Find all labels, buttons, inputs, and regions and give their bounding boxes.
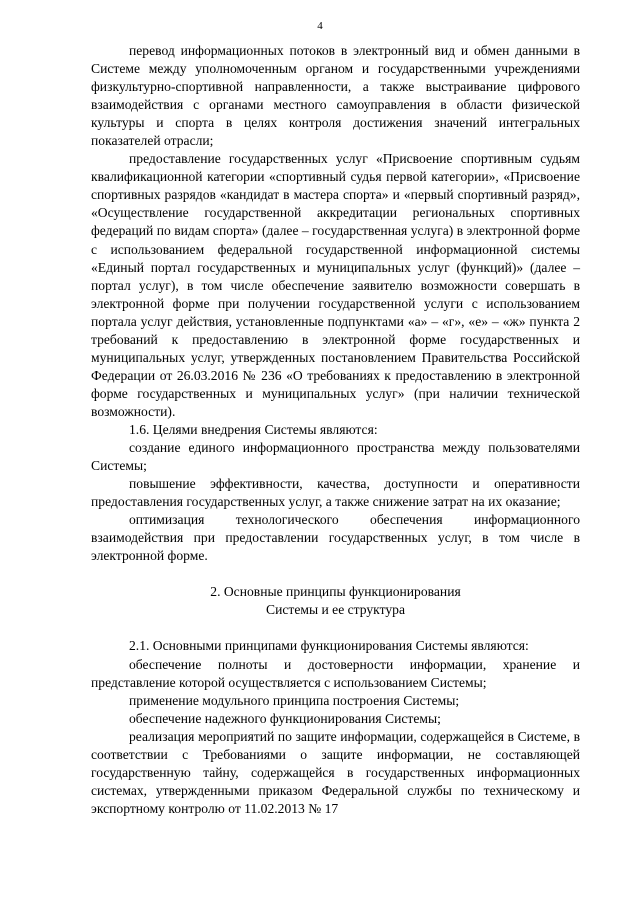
paragraph: предоставление государственных услуг «Присвоение спортивным судьям квалификационной категории «спортивный судья первой категории», «Присвоение спортивных разрядов «кандидат в мастера спорта» и «первый спортивный разряд», «Осуществление государственной аккредитации региональных спортивных федераций по видам спорта» (далее – государственная услуга) в электронной форме с использованием федеральной государственной информационной системы «Единый портал государственных и муниципальных услуг (функций)» (далее – портал услуг), в том числе обеспечение заявителю возможности совершать в электронной форме при получении государственной услуги с использованием портала услуг действия, установленные подпунктами «а» – «г», «е» – «ж» пункта 2 требований к предоставлению в электронной форме государственных и муниципальных услуг, утвержденных постановлением Правительства Российской Федерации от 26.03.2016 № 236 «О требованиях к предоставлению в электронной форме государственных и муниципальных услуг» (при наличии технической возможности). [91,151,580,419]
paragraph: повышение эффективности, качества, доступности и оперативности предоставления государственных услуг, а также снижение затрат на их оказание; [91,476,580,510]
paragraph: обеспечение полноты и достоверности информации, хранение и представление которой осуществляется с использованием Системы; [91,656,580,690]
section-heading-line-1: 2. Основные принципы функционирования [210,584,461,600]
paragraph: обеспечение надежного функционирования Системы; [129,710,441,726]
paragraph: перевод информационных потоков в электронный вид и обмен данными в Системе между уполномоченным органом и государственными учреждениями физкультурно-спортивной направленности, а также выстраивание цифрового взаимодействия с органами местного самоуправления в области физической культуры и спорта в целях контроля достижения значений интегральных показателей отрасли; [91,43,580,149]
page-number: 4 [317,20,323,32]
paragraph: 1.6. Целями внедрения Системы являются: [129,421,378,437]
paragraph: оптимизация технологического обеспечения информационного взаимодействия при предоставлении государственных услуг, в том числе в электронной форме. [91,512,580,564]
paragraph: реализация мероприятий по защите информации, содержащейся в Системе, в соответствии с Требованиями о защите информации, не составляющей государственную тайну, содержащейся в государственных информационных системах, утвержденными приказом Федеральной службы по техническому и экспортному контролю от 11.02.2013 № 17 [91,728,580,816]
section-heading-line-2: Системы и ее структура [266,602,405,618]
spacer [91,565,580,583]
spacer [91,619,580,637]
paragraph: 2.1. Основными принципами функционирования Системы являются: [129,638,529,654]
document-body [91,42,580,818]
paragraph: применение модульного принципа построения Системы; [129,692,460,708]
paragraph: создание единого информационного пространства между пользователями Системы; [91,440,580,474]
